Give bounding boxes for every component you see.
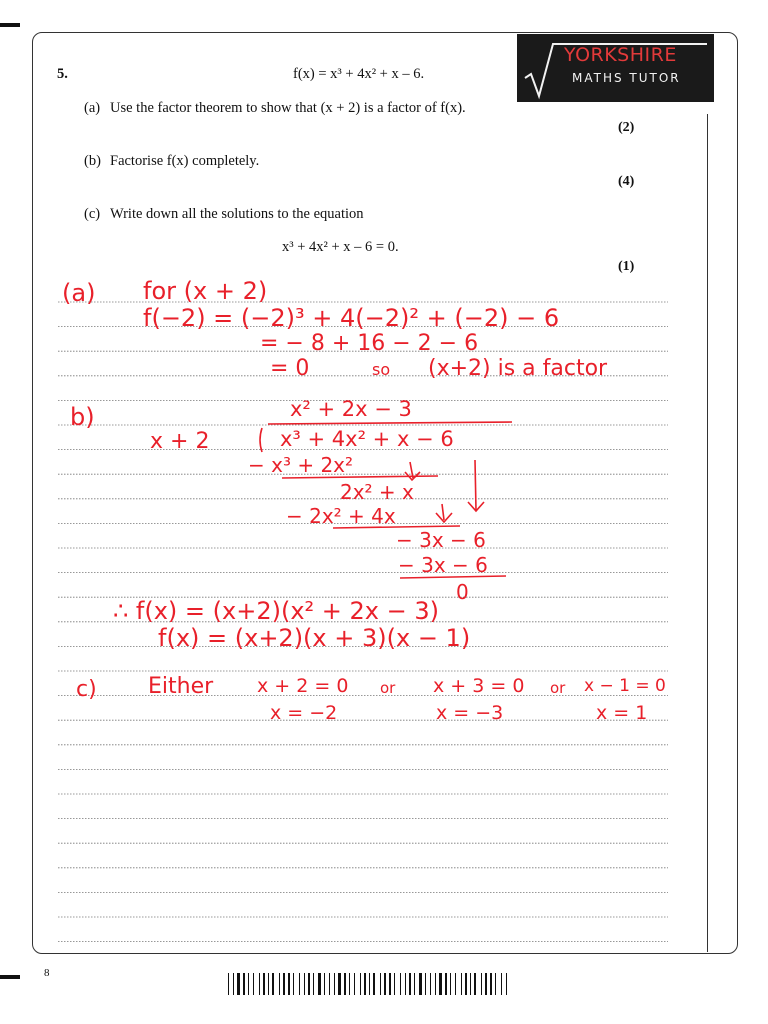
- hw-c-or1: or: [380, 679, 396, 697]
- hw-b-label: b): [70, 403, 95, 431]
- question-number: 5.: [57, 66, 68, 82]
- hw-b-result2: f(x) = (x+2)(x + 3)(x − 1): [158, 624, 471, 652]
- page-number: 8: [44, 967, 50, 979]
- part-c-label: (c): [84, 206, 101, 222]
- part-b-text: Factorise f(x) completely.: [110, 153, 260, 169]
- logo-line1: YORKSHIRE: [564, 44, 677, 66]
- hw-a-line3: = − 8 + 16 − 2 − 6: [260, 331, 479, 356]
- hw-a-line4c: (x+2) is a factor: [428, 356, 608, 381]
- hw-b-rem3: 0: [456, 580, 469, 604]
- part-c-marks: (1): [618, 259, 635, 274]
- part-a-label: (a): [84, 100, 101, 116]
- hw-a-label: (a): [62, 279, 96, 307]
- hw-b-divisor: x + 2: [150, 429, 210, 454]
- hw-b-quotient: x² + 2x − 3: [290, 397, 412, 421]
- hw-c-eq3: x − 1 = 0: [584, 676, 666, 696]
- hw-c-eq1: x + 2 = 0: [257, 675, 349, 697]
- function-definition: f(x) = x³ + 4x² + x – 6.: [293, 66, 425, 82]
- logo-line2: MATHS TUTOR: [572, 71, 681, 85]
- part-c-text: Write down all the solutions to the equation: [110, 206, 364, 222]
- hw-c-either: Either: [148, 674, 214, 699]
- hw-c-sol3: x = 1: [596, 702, 648, 724]
- hw-b-rem2: − 3x − 6: [396, 528, 486, 552]
- hw-b-sub1: − x³ + 2x²: [248, 453, 354, 477]
- hw-c-sol2: x = −3: [436, 702, 504, 724]
- hw-b-dividend: x³ + 4x² + x − 6: [280, 427, 454, 451]
- hw-b-rem1: 2x² + x: [340, 480, 414, 504]
- hw-b-sub2: − 2x² + 4x: [286, 504, 396, 528]
- hw-c-eq2: x + 3 = 0: [433, 675, 525, 697]
- hw-a-line4a: = 0: [270, 356, 310, 381]
- equation: x³ + 4x² + x – 6 = 0.: [282, 239, 399, 255]
- part-b-label: (b): [84, 153, 101, 169]
- hw-c-sol1: x = −2: [270, 702, 338, 724]
- hw-c-label: c): [76, 677, 97, 702]
- part-a-marks: (2): [618, 120, 635, 135]
- hw-b-result1: ∴ f(x) = (x+2)(x² + 2x − 3): [113, 597, 439, 625]
- hw-a-line4b: so: [372, 360, 391, 379]
- part-a-text: Use the factor theorem to show that (x + 2) is a factor of f(x).: [110, 100, 466, 116]
- hw-c-or2: or: [550, 679, 566, 697]
- hw-a-line1: for (x + 2): [143, 277, 268, 305]
- hw-b-sub3: − 3x − 6: [398, 553, 488, 577]
- barcode: [228, 973, 510, 995]
- part-b-marks: (4): [618, 174, 635, 189]
- hw-a-line2: f(−2) = (−2)³ + 4(−2)² + (−2) − 6: [143, 304, 560, 332]
